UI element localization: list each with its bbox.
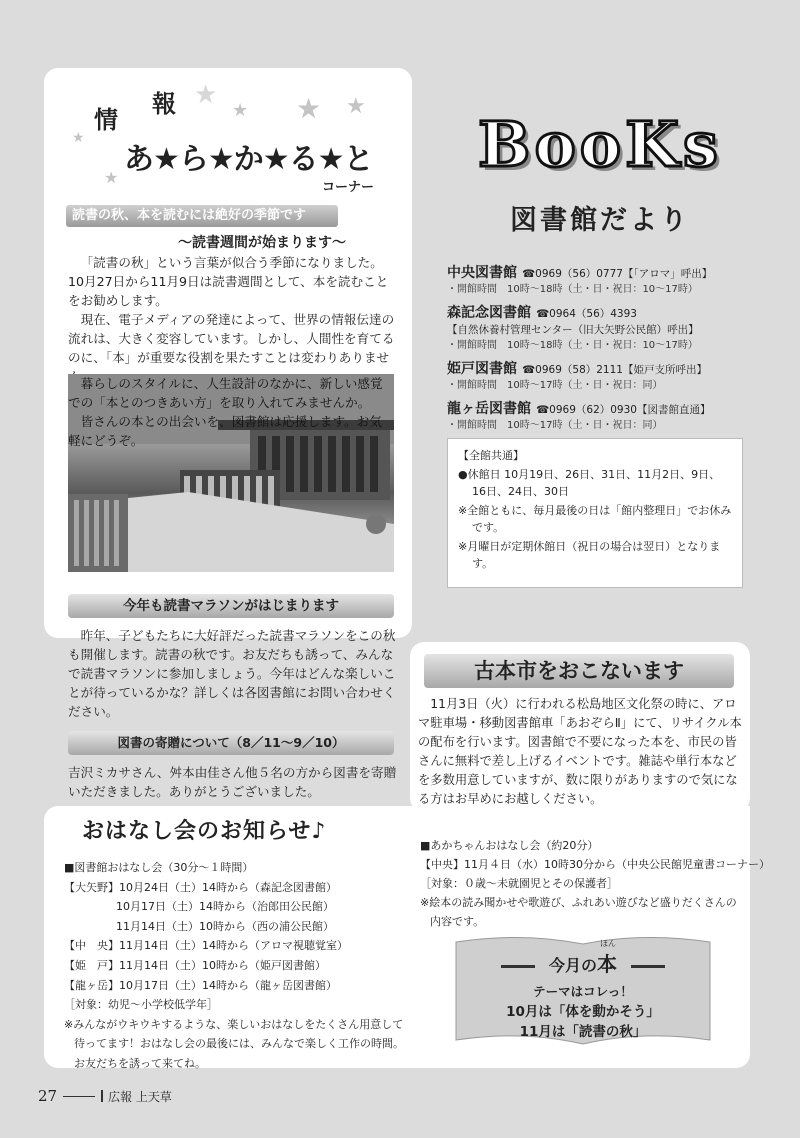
monthly-book-title-pre: 今月の bbox=[548, 956, 597, 975]
baby-line: 【中央】11月４日（水）10時30分から（中央公民館児童書コーナー） bbox=[420, 858, 770, 871]
library-item-ryugatake bbox=[447, 398, 767, 434]
ohanashi-heading: おはなし会のお知らせ♪ bbox=[82, 819, 327, 844]
library-item-mori bbox=[447, 302, 767, 354]
library-hours: ・開館時間 10時～17時（土・日・祝日：同） bbox=[447, 420, 663, 431]
schedule-line: ［対象：幼児～小学校低学年］ bbox=[64, 998, 218, 1012]
reading-week-body bbox=[68, 253, 398, 386]
ohanashi-schedule bbox=[64, 858, 404, 1074]
books-logo-block bbox=[440, 98, 750, 248]
schedule-line: 【中 央】11月14日（土）14時から（アロマ視聴覚室） bbox=[64, 939, 348, 953]
page-number: 27 bbox=[38, 1087, 58, 1105]
library-list bbox=[447, 262, 767, 434]
library-hours: ・開館時間 10時～18時（土・日・祝日：10～17時） bbox=[447, 284, 698, 295]
star-icon: ★ bbox=[72, 130, 85, 146]
library-item-chuo bbox=[447, 262, 767, 298]
furuhon-heading: 古本市をおこないます bbox=[424, 654, 734, 688]
notice-line: ※月曜日が定期休館日（祝日の場合は翌日）となります。 bbox=[458, 540, 721, 570]
monthly-book-october: 10月は「体を動かそう」 bbox=[506, 1004, 660, 1020]
common-notice-title: 【全館共通】 bbox=[458, 449, 524, 462]
monthly-book-title-main: 本 bbox=[597, 952, 617, 976]
divider-line bbox=[631, 965, 665, 968]
library-name: 姫戸図書館 bbox=[447, 361, 517, 377]
library-tel: ☎0969（62）0930【図書館直通】 bbox=[536, 404, 711, 416]
baby-ohanashi bbox=[420, 836, 770, 931]
monthly-book-theme: テーマはコレっ！ bbox=[533, 984, 633, 999]
library-name: 森記念図書館 bbox=[447, 305, 531, 321]
schedule-line: 10月17日（土）14時から（治郎田公民館） bbox=[116, 900, 334, 914]
corner-kicker-ho: 報 bbox=[152, 90, 176, 118]
schedule-line: 【龍ヶ岳】10月17日（土）14時から（龍ヶ岳図書館） bbox=[64, 978, 337, 992]
star-icon: ★ bbox=[194, 80, 218, 110]
corner-subtitle: コーナー bbox=[322, 180, 375, 195]
reading-week-paragraph: 「読書の秋」という言葉が似合う季節になりました。10月27日から11月9日は読書週間として、本を読むことをお勧めします。 bbox=[68, 255, 389, 308]
library-interior-photo bbox=[68, 374, 394, 572]
corner-title: あ★ら★か★る★と bbox=[124, 142, 373, 177]
star-icon: ★ bbox=[104, 168, 119, 187]
library-tel: ☎0969（56）0777【「アロマ」呼出】 bbox=[522, 268, 713, 280]
library-extra: 【自然休養村管理センター（旧大矢野公民館）呼出】 bbox=[447, 324, 699, 336]
star-icon: ★ bbox=[346, 94, 366, 119]
donation-text: 吉沢ミカサさん、舛本由佳さん他５名の方から図書を寄贈いただきました。ありがとうございました。 bbox=[68, 765, 397, 799]
library-tel: ☎0969（58）2111【姫戸支所呼出】 bbox=[522, 364, 707, 376]
monthly-book-november: 11月は「読書の秋」 bbox=[519, 1024, 647, 1040]
corner-title-block bbox=[64, 76, 404, 196]
reading-week-heading: 読書の秋、本を読むには絶好の季節です bbox=[66, 205, 338, 227]
reading-week-paragraph: 暮らしのスタイルに、人生設計のなかに、新しい感覚での「本とのつきあい方」を取り入れてみませんか。 bbox=[68, 376, 383, 410]
notice-line: ※全館ともに、毎月最後の日は「館内整理日」でお休みです。 bbox=[458, 504, 732, 534]
footer-rule-end bbox=[101, 1090, 103, 1102]
page-footer bbox=[38, 1086, 172, 1106]
books-logo: BooKs bbox=[478, 108, 722, 181]
monthly-book-ruby: ほん bbox=[600, 939, 616, 948]
monthly-book-box bbox=[452, 934, 714, 1048]
furuhon-text: 11月3日（火）に行われる松島地区文化祭の時に、アロマ駐車場・移動図書館車「あおぞらⅡ」にて、リサイクル本の配布を行います。図書館で不要になった本を、市民の皆さんに無料で差し上げるイベントです。雑誌や単行本などを多数用意していますが、数に限りがありますので気になる方はお早めにお越しください。 bbox=[418, 697, 742, 806]
divider-line bbox=[501, 965, 535, 968]
publication-name: 広報 上天草 bbox=[108, 1089, 172, 1104]
baby-line: ※絵本の読み聞かせや歌遊び、ふれあい遊びなど盛りだくさんの内容です。 bbox=[420, 896, 737, 928]
library-name: 龍ヶ岳図書館 bbox=[447, 401, 531, 417]
library-hours: ・開館時間 10時～18時（土・日・祝日：10～17時） bbox=[447, 340, 698, 351]
star-icon: ★ bbox=[296, 92, 322, 125]
closed-days: ●休館日 10月19日、26日、31日、11月2日、9日、16日、24日、30日 bbox=[458, 468, 721, 498]
star-icon: ★ bbox=[232, 100, 249, 121]
footer-rule bbox=[63, 1096, 95, 1097]
common-notice-box bbox=[447, 438, 743, 588]
schedule-line: 11月14日（土）10時から（西の浦公民館） bbox=[116, 919, 334, 933]
donation-heading: 図書の寄贈について（8／11～9／10） bbox=[68, 731, 394, 755]
baby-line: ■あかちゃんおはなし会（約20分） bbox=[420, 839, 599, 852]
photo-caption-text bbox=[68, 374, 394, 450]
schedule-line: 【姫 戸】11月14日（土）10時から（姫戸図書館） bbox=[64, 958, 326, 972]
schedule-line: ■図書館おはなし会（30分～１時間） bbox=[64, 861, 254, 874]
reading-week-paragraph: 現在、電子メディアの発達によって、世界の情報伝達の流れは、大きく変容しています。しかし、人間性を育てるのに、「本」が重要な役割を果たすことは変わりありませ bbox=[68, 312, 395, 365]
library-tel: ☎0964（56）4393 bbox=[536, 308, 637, 320]
baby-line: ［対象：０歳～未就園児とその保護者］ bbox=[420, 877, 618, 890]
reading-week-subheading: ～読書週間が始まります～ bbox=[178, 235, 346, 251]
library-name: 中央図書館 bbox=[447, 265, 517, 281]
library-hours: ・開館時間 10時～17時（土・日・祝日：同） bbox=[447, 380, 663, 391]
schedule-line: 【大矢野】10月24日（土）14時から（森記念図書館） bbox=[64, 880, 337, 894]
corner-kicker-jo: 情 bbox=[94, 106, 118, 134]
reading-week-paragraph: 皆さんの本との出会いを、図書館は応援します。お気軽にどうぞ。 bbox=[68, 414, 382, 448]
library-item-himedo bbox=[447, 358, 767, 394]
monthly-book-title-row bbox=[452, 948, 714, 977]
marathon-heading: 今年も読書マラソンがはじまります bbox=[68, 594, 394, 618]
marathon-text: 昨年、子どもたちに大好評だった読書マラソンをこの秋も開催します。読書の秋です。お友だちも誘って、みんなで読書マラソンに参加しましょう。今年はどんな楽しいことが待っているかな？詳しくは各図書館にお問い合わせください。 bbox=[68, 628, 396, 719]
schedule-note: ※みんながウキウキするような、楽しいおはなしをたくさん用意して待ってます！おはなし会の最後には、みんなで楽しく工作の時間。お友だちを誘って来てね。 bbox=[64, 1017, 404, 1070]
books-subtitle: 図書館だより bbox=[510, 205, 690, 236]
